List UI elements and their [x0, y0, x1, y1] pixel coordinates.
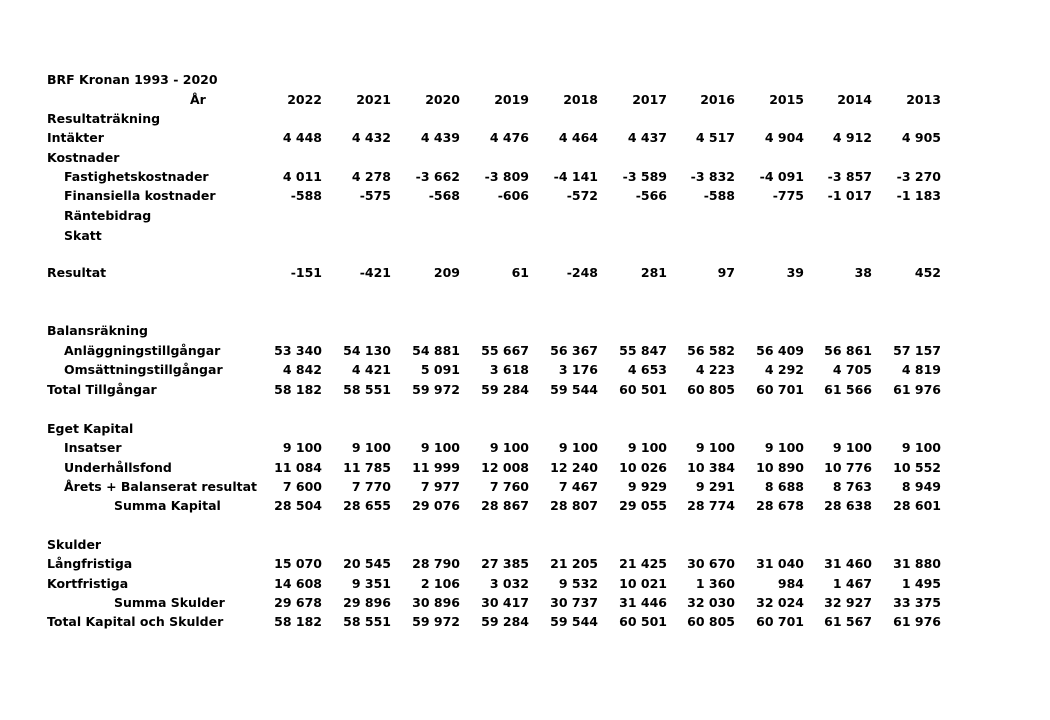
value-cell: 28 504 [274, 498, 322, 513]
value-cell: 4 278 [351, 169, 391, 184]
value-cell: 4 653 [627, 362, 667, 377]
value-cell: -568 [428, 188, 460, 203]
value-cell: 9 100 [901, 440, 941, 455]
year-header: 2013 [906, 91, 941, 107]
value-cell: 30 670 [687, 556, 735, 571]
value-cell: 9 100 [558, 440, 598, 455]
value-cell: 29 055 [619, 498, 667, 513]
value-cell: 58 551 [343, 381, 391, 397]
table-row [0, 226, 1050, 245]
value-cell: 29 896 [343, 594, 391, 610]
value-cell: 21 205 [550, 556, 598, 571]
value-cell: 61 567 [824, 614, 872, 629]
row-label: Anläggningstillgångar [64, 343, 221, 358]
table-row [0, 477, 1050, 496]
value-cell: 59 544 [550, 614, 598, 629]
value-cell: 28 601 [893, 498, 941, 513]
value-cell: 3 176 [558, 362, 598, 377]
value-cell: 11 084 [274, 459, 322, 475]
section-row [0, 109, 1050, 128]
value-cell: 14 608 [274, 575, 322, 591]
value-cell: 10 890 [756, 459, 804, 475]
value-cell: 4 464 [558, 130, 598, 145]
section-heading: Balansräkning [47, 323, 148, 338]
table-row [0, 263, 1050, 282]
value-cell: 9 100 [420, 440, 460, 455]
sheet-title: BRF Kronan 1993 - 2020 [47, 72, 218, 87]
value-cell: 10 384 [687, 459, 735, 475]
value-cell: 60 701 [756, 381, 804, 397]
value-cell: 3 032 [489, 575, 529, 591]
value-cell: 1 467 [832, 575, 872, 591]
table-row [0, 167, 1050, 186]
value-cell: 4 912 [832, 130, 872, 145]
value-cell: 28 655 [343, 498, 391, 513]
value-cell: 54 881 [412, 343, 460, 358]
value-cell: -588 [290, 188, 322, 203]
section-row [0, 321, 1050, 340]
value-cell: 1 495 [901, 575, 941, 591]
value-cell: 452 [914, 265, 941, 280]
value-cell: 4 439 [420, 130, 460, 145]
value-cell: 60 805 [687, 614, 735, 629]
value-cell: -421 [359, 265, 391, 280]
value-cell: 31 446 [619, 594, 667, 610]
value-cell: 57 157 [893, 343, 941, 358]
value-cell: 61 976 [893, 381, 941, 397]
year-header: 2018 [563, 91, 598, 107]
title-row [0, 70, 1050, 89]
value-cell: 2 106 [420, 575, 460, 591]
value-cell: -3 662 [415, 169, 460, 184]
row-label: Fastighetskostnader [64, 169, 209, 184]
year-header: 2021 [356, 91, 391, 107]
value-cell: 9 100 [282, 440, 322, 455]
table-row [0, 458, 1050, 477]
table-row [0, 612, 1050, 631]
value-cell: -775 [772, 188, 804, 203]
value-cell: 9 351 [351, 575, 391, 591]
year-header: 2017 [632, 91, 667, 107]
value-cell: 4 842 [282, 362, 322, 377]
value-cell: 30 896 [412, 594, 460, 610]
value-cell: 58 551 [343, 614, 391, 629]
value-cell: 38 [854, 265, 872, 280]
value-cell: -575 [359, 188, 391, 203]
value-cell: -4 141 [553, 169, 598, 184]
year-header: 2022 [287, 91, 322, 107]
table-row [0, 360, 1050, 379]
value-cell: 32 030 [687, 594, 735, 610]
value-cell: 33 375 [893, 594, 941, 610]
value-cell: 10 021 [619, 575, 667, 591]
value-cell: -3 809 [484, 169, 529, 184]
section-heading: Eget Kapital [47, 420, 134, 436]
value-cell: 9 100 [351, 440, 391, 455]
table-row [0, 438, 1050, 457]
value-cell: 9 100 [627, 440, 667, 455]
value-cell: -3 270 [896, 169, 941, 184]
value-cell: 9 929 [627, 478, 667, 494]
row-label: Långfristiga [47, 556, 133, 571]
value-cell: -4 091 [759, 169, 804, 184]
value-cell: 8 688 [764, 478, 804, 494]
value-cell: 28 678 [756, 498, 804, 513]
value-cell: 61 [511, 265, 529, 280]
value-cell: 56 367 [550, 343, 598, 358]
value-cell: 60 501 [619, 381, 667, 397]
value-cell: 4 517 [695, 130, 735, 145]
year-header: 2014 [837, 91, 872, 107]
value-cell: 4 011 [282, 169, 322, 184]
value-cell: 4 905 [901, 130, 941, 145]
value-cell: 5 091 [420, 362, 460, 377]
value-cell: -1 017 [827, 188, 872, 203]
value-cell: 28 638 [824, 498, 872, 513]
year-header: 2015 [769, 91, 804, 107]
value-cell: 20 545 [343, 556, 391, 571]
value-cell: 32 927 [824, 594, 872, 610]
value-cell: 58 182 [274, 614, 322, 629]
value-cell: 9 100 [832, 440, 872, 455]
value-cell: 984 [777, 575, 804, 591]
value-cell: 27 385 [481, 556, 529, 571]
table-row [0, 593, 1050, 612]
section-row [0, 535, 1050, 554]
value-cell: 28 790 [412, 556, 460, 571]
value-cell: 59 284 [481, 381, 529, 397]
value-cell: 11 999 [412, 459, 460, 475]
value-cell: 59 972 [412, 381, 460, 397]
value-cell: 39 [786, 265, 804, 280]
value-cell: 59 972 [412, 614, 460, 629]
row-label: Skatt [64, 227, 102, 243]
value-cell: 7 760 [489, 478, 529, 494]
value-cell: 10 552 [893, 459, 941, 475]
value-cell: 28 867 [481, 498, 529, 513]
row-label: Intäkter [47, 130, 104, 145]
row-label: Omsättningstillgångar [64, 362, 223, 377]
value-cell: 7 467 [558, 478, 598, 494]
value-cell: 4 448 [282, 130, 322, 145]
value-cell: 60 701 [756, 614, 804, 629]
year-header-label: År [190, 91, 206, 107]
value-cell: 60 501 [619, 614, 667, 629]
value-cell: 7 770 [351, 478, 391, 494]
year-header: 2016 [700, 91, 735, 107]
table-row [0, 206, 1050, 225]
value-cell: 9 100 [695, 440, 735, 455]
row-label: Insatser [64, 440, 122, 455]
value-cell: 55 667 [481, 343, 529, 358]
year-header: 2019 [494, 91, 529, 107]
header-row [0, 90, 1050, 109]
value-cell: 21 425 [619, 556, 667, 571]
value-cell: 12 008 [481, 459, 529, 475]
value-cell: 60 805 [687, 381, 735, 397]
value-cell: 4 292 [764, 362, 804, 377]
value-cell: 8 949 [901, 478, 941, 494]
value-cell: 97 [717, 265, 735, 280]
row-label: Underhållsfond [64, 459, 172, 475]
value-cell: 9 291 [695, 478, 735, 494]
value-cell: 32 024 [756, 594, 804, 610]
value-cell: -248 [566, 265, 598, 280]
value-cell: 4 904 [764, 130, 804, 145]
value-cell: 31 460 [824, 556, 872, 571]
value-cell: -606 [497, 188, 529, 203]
value-cell: 61 976 [893, 614, 941, 629]
value-cell: 11 785 [343, 459, 391, 475]
value-cell: -3 832 [690, 169, 735, 184]
value-cell: 28 807 [550, 498, 598, 513]
table-row [0, 554, 1050, 573]
value-cell: -566 [635, 188, 667, 203]
row-label: Total Tillgångar [47, 381, 157, 397]
value-cell: 12 240 [550, 459, 598, 475]
value-cell: 59 544 [550, 381, 598, 397]
value-cell: 56 582 [687, 343, 735, 358]
row-label: Total Kapital och Skulder [47, 614, 224, 629]
value-cell: 4 223 [695, 362, 735, 377]
section-row [0, 419, 1050, 438]
table-row [0, 496, 1050, 515]
value-cell: 9 100 [489, 440, 529, 455]
value-cell: 7 977 [420, 478, 460, 494]
value-cell: 4 476 [489, 130, 529, 145]
row-label: Räntebidrag [64, 207, 152, 223]
value-cell: 28 774 [687, 498, 735, 513]
table-row [0, 186, 1050, 205]
value-cell: 1 360 [695, 575, 735, 591]
value-cell: 281 [640, 265, 667, 280]
table-row [0, 128, 1050, 147]
section-row [0, 148, 1050, 167]
value-cell: 4 437 [627, 130, 667, 145]
value-cell: 58 182 [274, 381, 322, 397]
value-cell: -3 589 [622, 169, 667, 184]
value-cell: 15 070 [274, 556, 322, 571]
row-label: Summa Skulder [114, 594, 225, 610]
row-label: Resultat [47, 265, 107, 280]
value-cell: -151 [290, 265, 322, 280]
row-label: Kortfristiga [47, 575, 129, 591]
value-cell: 56 861 [824, 343, 872, 358]
row-label: Finansiella kostnader [64, 188, 216, 203]
value-cell: 55 847 [619, 343, 667, 358]
value-cell: -572 [566, 188, 598, 203]
value-cell: 54 130 [343, 343, 391, 358]
value-cell: 10 776 [824, 459, 872, 475]
value-cell: 56 409 [756, 343, 804, 358]
value-cell: 31 880 [893, 556, 941, 571]
table-row [0, 380, 1050, 399]
value-cell: 9 532 [558, 575, 598, 591]
section-heading: Resultaträkning [47, 110, 161, 126]
value-cell: 7 600 [282, 478, 322, 494]
value-cell: -588 [703, 188, 735, 203]
value-cell: 29 678 [274, 594, 322, 610]
value-cell: 3 618 [489, 362, 529, 377]
value-cell: 53 340 [274, 343, 322, 358]
value-cell: 8 763 [832, 478, 872, 494]
value-cell: 4 819 [901, 362, 941, 377]
value-cell: 61 566 [824, 381, 872, 397]
value-cell: 4 432 [351, 130, 391, 145]
value-cell: 4 421 [351, 362, 391, 377]
year-header: 2020 [425, 91, 460, 107]
value-cell: 59 284 [481, 614, 529, 629]
value-cell: 30 737 [550, 594, 598, 610]
value-cell: 9 100 [764, 440, 804, 455]
table-row [0, 341, 1050, 360]
value-cell: 4 705 [832, 362, 872, 377]
value-cell: 29 076 [412, 498, 460, 513]
section-heading: Kostnader [47, 149, 120, 165]
section-heading: Skulder [47, 536, 102, 552]
value-cell: 10 026 [619, 459, 667, 475]
value-cell: 31 040 [756, 556, 804, 571]
value-cell: -1 183 [896, 188, 941, 203]
value-cell: -3 857 [827, 169, 872, 184]
row-label: Årets + Balanserat resultat [64, 478, 257, 494]
value-cell: 30 417 [481, 594, 529, 610]
table-row [0, 574, 1050, 593]
value-cell: 209 [433, 265, 460, 280]
row-label: Summa Kapital [114, 498, 221, 513]
